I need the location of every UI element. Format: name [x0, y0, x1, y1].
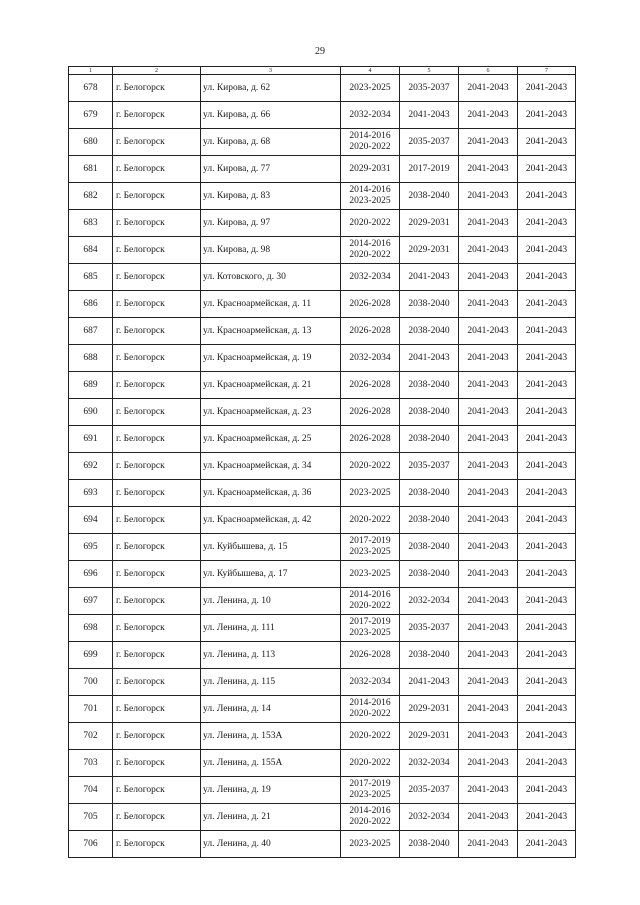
period-col7-cell: 2041-2043: [518, 480, 576, 507]
city-cell: г. Белогорск: [113, 615, 201, 642]
address-cell: ул. Кирова, д. 98: [201, 237, 341, 264]
row-number-cell: 685: [69, 264, 113, 291]
period-col6-cell: 2041-2043: [459, 480, 518, 507]
address-cell: ул. Ленина, д. 10: [201, 588, 341, 615]
row-number-cell: 706: [69, 831, 113, 858]
period-col5-cell: 2038-2040: [400, 534, 459, 561]
row-number-cell: 690: [69, 399, 113, 426]
row-number-cell: 683: [69, 210, 113, 237]
period-line: 2017-2019: [349, 617, 391, 627]
period-col4-cell: [341, 372, 400, 399]
row-number-cell: 679: [69, 102, 113, 129]
column-header: 1: [69, 67, 113, 75]
period-col7-cell: 2041-2043: [518, 696, 576, 723]
period-line: 2014-2016: [349, 239, 391, 249]
period-line: 2020-2022: [349, 514, 391, 525]
column-header: 4: [341, 67, 400, 75]
period-line: 2029-2031: [349, 163, 391, 174]
period-col4-cell: [341, 426, 400, 453]
period-col7-cell: 2041-2043: [518, 453, 576, 480]
address-cell: ул. Котовского, д. 30: [201, 264, 341, 291]
row-number-cell: 697: [69, 588, 113, 615]
address-cell: ул. Красноармейская, д. 11: [201, 291, 341, 318]
address-cell: ул. Куйбышева, д. 17: [201, 561, 341, 588]
row-number-cell: 686: [69, 291, 113, 318]
period-col7-cell: 2041-2043: [518, 372, 576, 399]
period-line: 2017-2019: [349, 536, 391, 546]
row-number-cell: 705: [69, 804, 113, 831]
period-col6-cell: 2041-2043: [459, 696, 518, 723]
period-col4-cell: [341, 345, 400, 372]
period-col5-cell: 2038-2040: [400, 399, 459, 426]
period-col4-cell: [341, 561, 400, 588]
period-col5-cell: 2038-2040: [400, 831, 459, 858]
address-cell: ул. Ленина, д. 21: [201, 804, 341, 831]
city-cell: г. Белогорск: [113, 642, 201, 669]
address-cell: ул. Куйбышева, д. 15: [201, 534, 341, 561]
period-col5-cell: 2017-2019: [400, 156, 459, 183]
address-cell: ул. Ленина, д. 113: [201, 642, 341, 669]
table-row: [69, 777, 576, 804]
period-line: 2014-2016: [349, 806, 391, 816]
city-cell: г. Белогорск: [113, 75, 201, 102]
city-cell: г. Белогорск: [113, 264, 201, 291]
period-col7-cell: 2041-2043: [518, 804, 576, 831]
city-cell: г. Белогорск: [113, 669, 201, 696]
period-col6-cell: 2041-2043: [459, 264, 518, 291]
period-line: 2032-2034: [349, 271, 391, 282]
period-col4-cell: [341, 75, 400, 102]
table-row: [69, 75, 576, 102]
period-col7-cell: 2041-2043: [518, 399, 576, 426]
row-number-cell: 704: [69, 777, 113, 804]
address-cell: ул. Ленина, д. 155А: [201, 750, 341, 777]
address-cell: ул. Кирова, д. 83: [201, 183, 341, 210]
period-col6-cell: 2041-2043: [459, 102, 518, 129]
period-col6-cell: 2041-2043: [459, 507, 518, 534]
period-col5-cell: 2032-2034: [400, 804, 459, 831]
period-col5-cell: 2038-2040: [400, 642, 459, 669]
period-line: 2026-2028: [349, 649, 391, 660]
address-cell: ул. Красноармейская, д. 42: [201, 507, 341, 534]
period-line: 2020-2022: [349, 817, 391, 827]
table-row: [69, 507, 576, 534]
table-row: [69, 102, 576, 129]
period-col4-cell: [341, 453, 400, 480]
period-line: 2032-2034: [349, 109, 391, 120]
period-col4-cell: [341, 777, 400, 804]
period-col4-cell: [341, 804, 400, 831]
table-row: [69, 480, 576, 507]
period-line: 2023-2025: [349, 628, 391, 638]
city-cell: г. Белогорск: [113, 831, 201, 858]
period-col4-cell: [341, 669, 400, 696]
period-line: 2023-2025: [349, 196, 391, 206]
table-row: [69, 588, 576, 615]
period-col7-cell: 2041-2043: [518, 723, 576, 750]
table-row: [69, 426, 576, 453]
table-row: [69, 750, 576, 777]
column-header: 2: [113, 67, 201, 75]
period-col7-cell: 2041-2043: [518, 507, 576, 534]
period-col6-cell: 2041-2043: [459, 561, 518, 588]
page-number: 29: [315, 46, 325, 57]
period-line: 2023-2025: [349, 568, 391, 579]
period-line: 2023-2025: [349, 547, 391, 557]
row-number-cell: 681: [69, 156, 113, 183]
address-cell: ул. Ленина, д. 40: [201, 831, 341, 858]
period-col6-cell: 2041-2043: [459, 426, 518, 453]
table-row: [69, 804, 576, 831]
period-col4-cell: [341, 588, 400, 615]
address-cell: ул. Кирова, д. 62: [201, 75, 341, 102]
table-body: [69, 75, 576, 858]
period-col6-cell: 2041-2043: [459, 750, 518, 777]
period-col6-cell: 2041-2043: [459, 831, 518, 858]
row-number-cell: 691: [69, 426, 113, 453]
period-col7-cell: 2041-2043: [518, 669, 576, 696]
period-col5-cell: 2038-2040: [400, 480, 459, 507]
period-col5-cell: 2038-2040: [400, 507, 459, 534]
period-col6-cell: 2041-2043: [459, 372, 518, 399]
period-col5-cell: 2035-2037: [400, 75, 459, 102]
address-cell: ул. Красноармейская, д. 13: [201, 318, 341, 345]
period-col7-cell: 2041-2043: [518, 426, 576, 453]
period-line: 2023-2025: [349, 487, 391, 498]
period-col6-cell: 2041-2043: [459, 399, 518, 426]
period-col5-cell: 2035-2037: [400, 777, 459, 804]
period-line: 2032-2034: [349, 676, 391, 687]
period-col6-cell: 2041-2043: [459, 318, 518, 345]
city-cell: г. Белогорск: [113, 372, 201, 399]
period-line: 2014-2016: [349, 698, 391, 708]
table-row: [69, 210, 576, 237]
row-number-cell: 696: [69, 561, 113, 588]
period-col7-cell: 2041-2043: [518, 750, 576, 777]
address-cell: ул. Ленина, д. 14: [201, 696, 341, 723]
period-line: 2017-2019: [349, 779, 391, 789]
period-col6-cell: 2041-2043: [459, 210, 518, 237]
table-row: [69, 264, 576, 291]
city-cell: г. Белогорск: [113, 696, 201, 723]
period-col5-cell: 2035-2037: [400, 453, 459, 480]
table-row: [69, 372, 576, 399]
table-row: [69, 723, 576, 750]
period-line: 2023-2025: [349, 82, 391, 93]
city-cell: г. Белогорск: [113, 534, 201, 561]
table-row: [69, 129, 576, 156]
address-cell: ул. Ленина, д. 115: [201, 669, 341, 696]
period-col7-cell: 2041-2043: [518, 210, 576, 237]
period-col5-cell: 2038-2040: [400, 318, 459, 345]
city-cell: г. Белогорск: [113, 750, 201, 777]
period-col4-cell: [341, 750, 400, 777]
row-number-cell: 693: [69, 480, 113, 507]
period-line: 2032-2034: [349, 352, 391, 363]
period-col5-cell: 2032-2034: [400, 750, 459, 777]
period-line: 2023-2025: [349, 838, 391, 849]
period-col4-cell: [341, 642, 400, 669]
period-col7-cell: 2041-2043: [518, 291, 576, 318]
period-col5-cell: 2035-2037: [400, 129, 459, 156]
period-col7-cell: 2041-2043: [518, 615, 576, 642]
period-col6-cell: 2041-2043: [459, 588, 518, 615]
city-cell: г. Белогорск: [113, 480, 201, 507]
period-col7-cell: 2041-2043: [518, 237, 576, 264]
city-cell: г. Белогорск: [113, 426, 201, 453]
table-row: [69, 453, 576, 480]
period-line: 2020-2022: [349, 142, 391, 152]
column-header: 5: [400, 67, 459, 75]
period-col5-cell: 2029-2031: [400, 723, 459, 750]
period-col4-cell: [341, 318, 400, 345]
row-number-cell: 678: [69, 75, 113, 102]
address-cell: ул. Кирова, д. 66: [201, 102, 341, 129]
row-number-cell: 701: [69, 696, 113, 723]
address-cell: ул. Красноармейская, д. 25: [201, 426, 341, 453]
period-col4-cell: [341, 102, 400, 129]
city-cell: г. Белогорск: [113, 210, 201, 237]
period-col5-cell: 2032-2034: [400, 588, 459, 615]
period-col6-cell: 2041-2043: [459, 534, 518, 561]
period-col6-cell: 2041-2043: [459, 183, 518, 210]
address-cell: ул. Кирова, д. 68: [201, 129, 341, 156]
period-col7-cell: 2041-2043: [518, 777, 576, 804]
address-cell: ул. Красноармейская, д. 34: [201, 453, 341, 480]
period-col7-cell: 2041-2043: [518, 183, 576, 210]
city-cell: г. Белогорск: [113, 777, 201, 804]
period-line: 2014-2016: [349, 185, 391, 195]
column-header: 3: [201, 67, 341, 75]
table-row: [69, 696, 576, 723]
table-row: [69, 561, 576, 588]
period-col4-cell: [341, 210, 400, 237]
city-cell: г. Белогорск: [113, 507, 201, 534]
column-header: 6: [459, 67, 518, 75]
table-row: [69, 318, 576, 345]
row-number-cell: 695: [69, 534, 113, 561]
period-col5-cell: 2029-2031: [400, 237, 459, 264]
city-cell: г. Белогорск: [113, 156, 201, 183]
column-number-row: [69, 67, 576, 75]
city-cell: г. Белогорск: [113, 588, 201, 615]
period-col4-cell: [341, 129, 400, 156]
row-number-cell: 703: [69, 750, 113, 777]
period-col4-cell: [341, 831, 400, 858]
table-row: [69, 291, 576, 318]
table-row: [69, 156, 576, 183]
period-col7-cell: 2041-2043: [518, 831, 576, 858]
city-cell: г. Белогорск: [113, 453, 201, 480]
period-col5-cell: 2038-2040: [400, 183, 459, 210]
table-row: [69, 183, 576, 210]
city-cell: г. Белогорск: [113, 129, 201, 156]
period-col6-cell: 2041-2043: [459, 129, 518, 156]
period-col6-cell: 2041-2043: [459, 291, 518, 318]
period-col6-cell: 2041-2043: [459, 345, 518, 372]
period-col4-cell: [341, 534, 400, 561]
period-col7-cell: 2041-2043: [518, 345, 576, 372]
city-cell: г. Белогорск: [113, 561, 201, 588]
period-line: 2020-2022: [349, 217, 391, 228]
address-cell: ул. Ленина, д. 111: [201, 615, 341, 642]
period-col6-cell: 2041-2043: [459, 453, 518, 480]
period-col6-cell: 2041-2043: [459, 615, 518, 642]
table-row: [69, 345, 576, 372]
period-col7-cell: 2041-2043: [518, 102, 576, 129]
period-col7-cell: 2041-2043: [518, 75, 576, 102]
address-cell: ул. Красноармейская, д. 36: [201, 480, 341, 507]
address-cell: ул. Красноармейская, д. 21: [201, 372, 341, 399]
row-number-cell: 684: [69, 237, 113, 264]
table-row: [69, 615, 576, 642]
period-line: 2020-2022: [349, 250, 391, 260]
address-cell: ул. Кирова, д. 97: [201, 210, 341, 237]
period-col4-cell: [341, 291, 400, 318]
table-row: [69, 642, 576, 669]
period-col7-cell: 2041-2043: [518, 561, 576, 588]
period-col5-cell: 2038-2040: [400, 291, 459, 318]
period-col6-cell: 2041-2043: [459, 669, 518, 696]
table-row: [69, 669, 576, 696]
period-col5-cell: 2041-2043: [400, 264, 459, 291]
row-number-cell: 700: [69, 669, 113, 696]
period-line: 2014-2016: [349, 131, 391, 141]
table-row: [69, 399, 576, 426]
period-line: 2020-2022: [349, 709, 391, 719]
period-col6-cell: 2041-2043: [459, 642, 518, 669]
row-number-cell: 692: [69, 453, 113, 480]
period-col6-cell: 2041-2043: [459, 75, 518, 102]
period-col5-cell: 2038-2040: [400, 426, 459, 453]
city-cell: г. Белогорск: [113, 318, 201, 345]
period-col4-cell: [341, 183, 400, 210]
city-cell: г. Белогорск: [113, 102, 201, 129]
table-row: [69, 534, 576, 561]
period-col6-cell: 2041-2043: [459, 804, 518, 831]
period-col4-cell: [341, 237, 400, 264]
city-cell: г. Белогорск: [113, 345, 201, 372]
address-cell: ул. Ленина, д. 153А: [201, 723, 341, 750]
period-col4-cell: [341, 696, 400, 723]
period-col7-cell: 2041-2043: [518, 642, 576, 669]
period-col4-cell: [341, 156, 400, 183]
period-col7-cell: 2041-2043: [518, 264, 576, 291]
city-cell: г. Белогорск: [113, 723, 201, 750]
period-col7-cell: 2041-2043: [518, 588, 576, 615]
period-line: 2020-2022: [349, 601, 391, 611]
table-row: [69, 831, 576, 858]
period-col7-cell: 2041-2043: [518, 318, 576, 345]
period-line: 2026-2028: [349, 406, 391, 417]
row-number-cell: 687: [69, 318, 113, 345]
period-line: 2026-2028: [349, 325, 391, 336]
period-col5-cell: 2038-2040: [400, 372, 459, 399]
period-line: 2026-2028: [349, 379, 391, 390]
column-header: 7: [518, 67, 576, 75]
period-col4-cell: [341, 723, 400, 750]
period-line: 2020-2022: [349, 757, 391, 768]
period-col5-cell: 2029-2031: [400, 210, 459, 237]
address-cell: ул. Красноармейская, д. 23: [201, 399, 341, 426]
period-line: 2023-2025: [349, 790, 391, 800]
address-cell: ул. Ленина, д. 19: [201, 777, 341, 804]
address-cell: ул. Кирова, д. 77: [201, 156, 341, 183]
period-line: 2020-2022: [349, 460, 391, 471]
period-col4-cell: [341, 264, 400, 291]
city-cell: г. Белогорск: [113, 399, 201, 426]
table-row: [69, 237, 576, 264]
row-number-cell: 680: [69, 129, 113, 156]
city-cell: г. Белогорск: [113, 291, 201, 318]
period-col7-cell: 2041-2043: [518, 534, 576, 561]
period-col4-cell: [341, 399, 400, 426]
city-cell: г. Белогорск: [113, 237, 201, 264]
period-col6-cell: 2041-2043: [459, 237, 518, 264]
period-col4-cell: [341, 507, 400, 534]
period-col5-cell: 2041-2043: [400, 669, 459, 696]
city-cell: г. Белогорск: [113, 183, 201, 210]
city-cell: г. Белогорск: [113, 804, 201, 831]
period-line: 2026-2028: [349, 298, 391, 309]
row-number-cell: 689: [69, 372, 113, 399]
period-col4-cell: [341, 615, 400, 642]
row-number-cell: 699: [69, 642, 113, 669]
period-line: 2026-2028: [349, 433, 391, 444]
row-number-cell: 698: [69, 615, 113, 642]
period-col5-cell: 2041-2043: [400, 102, 459, 129]
period-line: 2014-2016: [349, 590, 391, 600]
period-col5-cell: 2035-2037: [400, 615, 459, 642]
period-col7-cell: 2041-2043: [518, 156, 576, 183]
period-col5-cell: 2041-2043: [400, 345, 459, 372]
row-number-cell: 694: [69, 507, 113, 534]
period-col5-cell: 2038-2040: [400, 561, 459, 588]
period-col7-cell: 2041-2043: [518, 129, 576, 156]
period-col6-cell: 2041-2043: [459, 156, 518, 183]
row-number-cell: 688: [69, 345, 113, 372]
row-number-cell: 682: [69, 183, 113, 210]
housing-registry-table: [68, 66, 576, 858]
period-col6-cell: 2041-2043: [459, 777, 518, 804]
period-line: 2020-2022: [349, 730, 391, 741]
period-col5-cell: 2029-2031: [400, 696, 459, 723]
address-cell: ул. Красноармейская, д. 19: [201, 345, 341, 372]
period-col4-cell: [341, 480, 400, 507]
period-col6-cell: 2041-2043: [459, 723, 518, 750]
row-number-cell: 702: [69, 723, 113, 750]
